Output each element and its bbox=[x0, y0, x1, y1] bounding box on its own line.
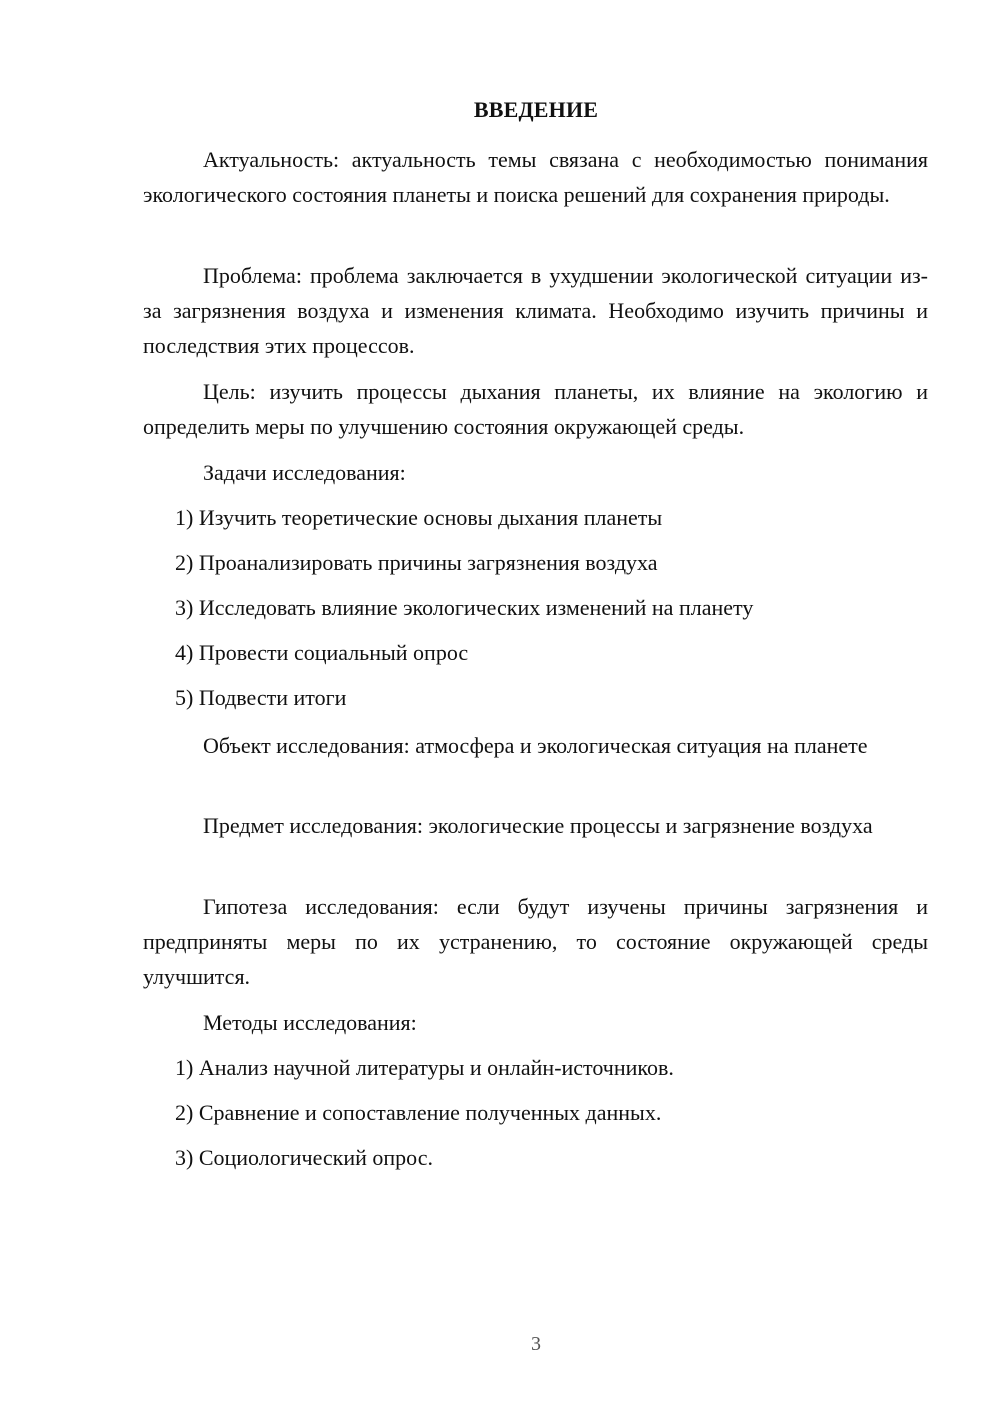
method-item: 3) Социологический опрос. bbox=[175, 1145, 433, 1170]
task-item: 5) Подвести итоги bbox=[175, 685, 347, 710]
method-item: 2) Сравнение и сопоставление полученных данных. bbox=[175, 1100, 662, 1125]
task-item: 1) Изучить теоретические основы дыхания планеты bbox=[175, 505, 663, 530]
task-item: 2) Проанализировать причины загрязнения воздуха bbox=[175, 550, 658, 575]
page-title: ВВЕДЕНИЕ bbox=[473, 97, 599, 122]
task-item: 3) Исследовать влияние экологических изменений на планету bbox=[175, 595, 754, 620]
subject-paragraph: Предмет исследования: экологические процессы и загрязнение воздуха bbox=[203, 813, 873, 838]
object-paragraph: Объект исследования: атмосфера и экологическая ситуация на планете bbox=[203, 733, 868, 758]
hypothesis-paragraph: Гипотеза исследования: если будут изучены причины загрязнения и предприняты меры по их устранению, то состояние окружающей среды улучшится. bbox=[143, 894, 928, 989]
task-item: 4) Провести социальный опрос bbox=[175, 640, 469, 665]
method-item: 1) Анализ научной литературы и онлайн-источников. bbox=[175, 1055, 674, 1080]
tasks-heading: Задачи исследования: bbox=[203, 460, 406, 485]
page-number: 3 bbox=[531, 1333, 541, 1355]
methods-heading: Методы исследования: bbox=[203, 1010, 417, 1035]
relevance-paragraph: Актуальность: актуальность темы связана с необходимостью понимания экологического состояния планеты и поиска решений для сохранения природы. bbox=[143, 147, 928, 207]
goal-paragraph: Цель: изучить процессы дыхания планеты, их влияние на экологию и определить меры по улучшению состояния окружающей среды. bbox=[143, 379, 928, 439]
problem-paragraph: Проблема: проблема заключается в ухудшении экологической ситуации из-за загрязнения воздуха и изменения климата. Необходимо изучить причины и последствия этих процессов. bbox=[143, 263, 928, 358]
